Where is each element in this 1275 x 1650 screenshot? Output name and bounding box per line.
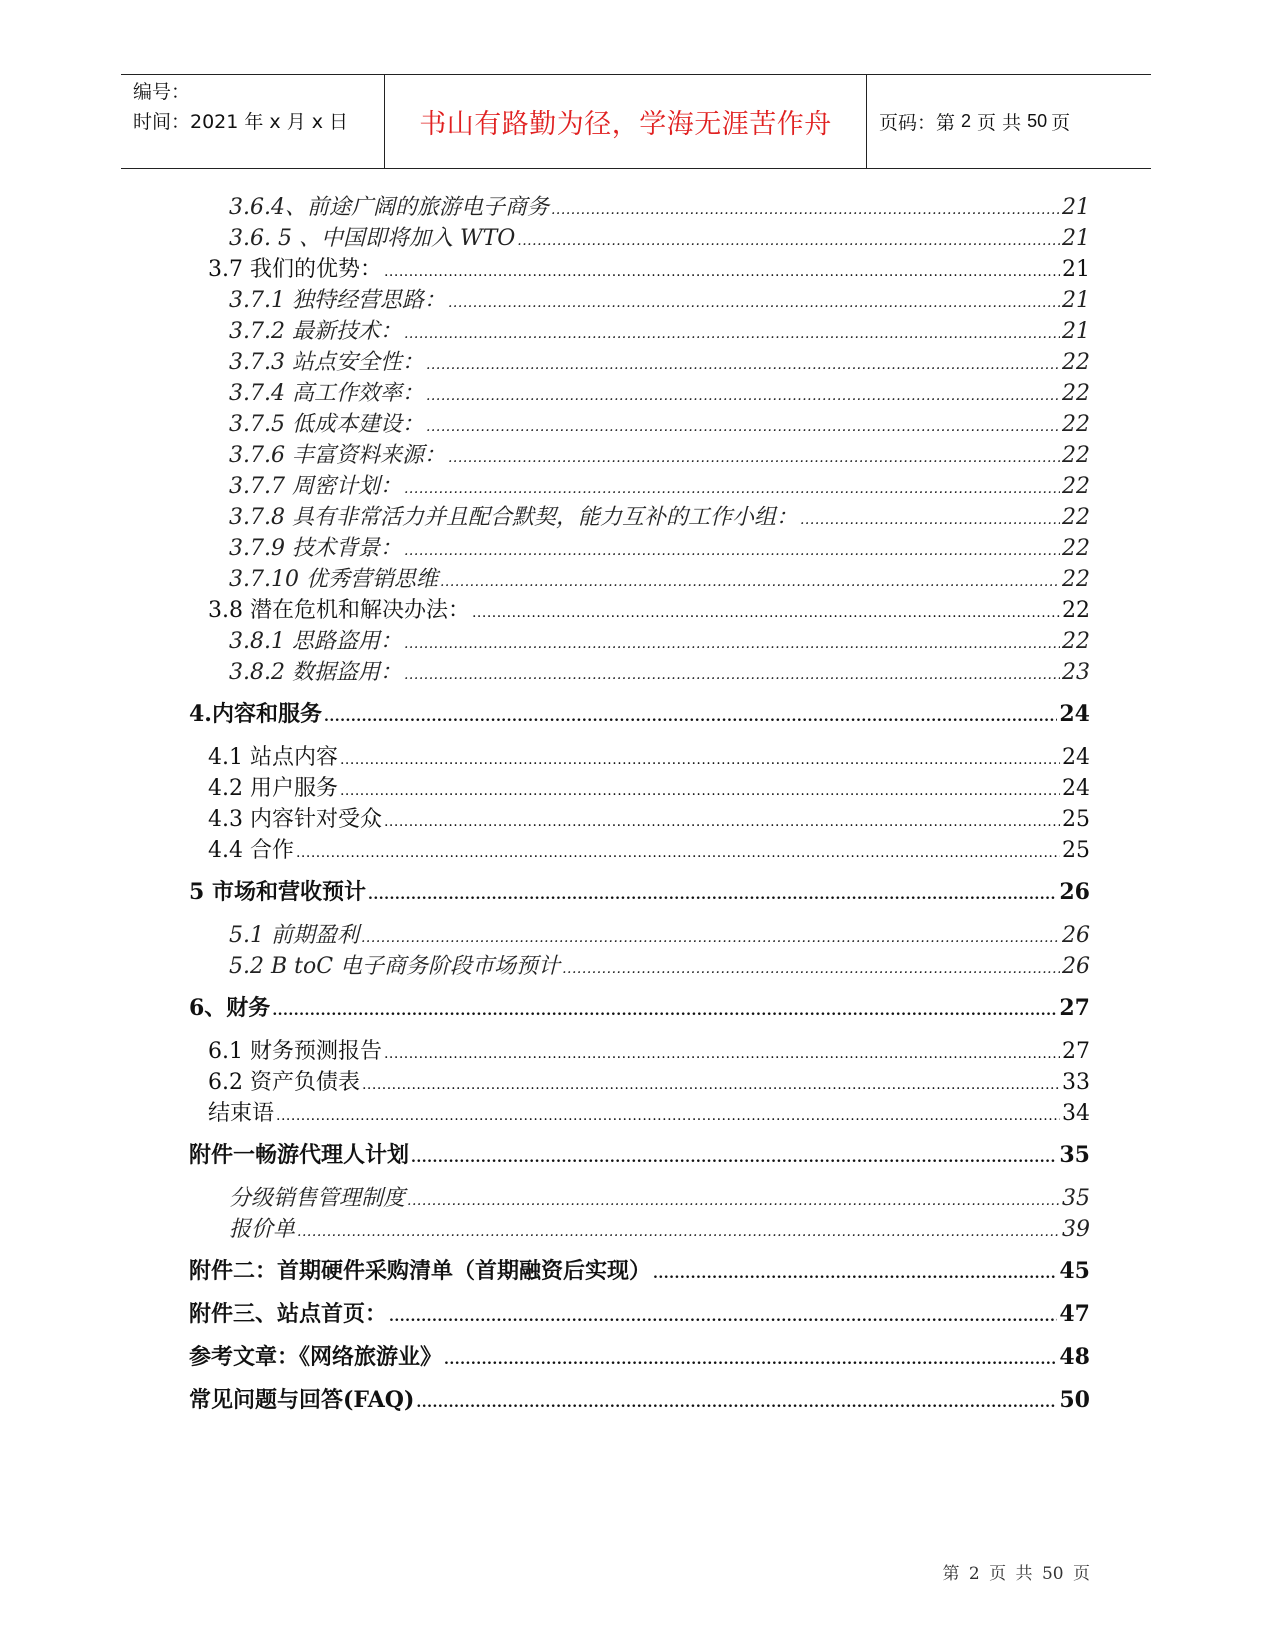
toc-entry[interactable] (229, 221, 1090, 252)
toc-entry-title: 3.7.6 丰富资料来源： (229, 443, 446, 468)
toc-dot-leader (362, 1077, 1060, 1093)
toc-dot-leader (384, 1046, 1060, 1062)
toc-entry-title: 常见问题与回答(FAQ) (189, 1387, 415, 1413)
toc-dot-leader (800, 512, 1060, 528)
toc-entry-page: 50 (1059, 1387, 1090, 1413)
toc-entry[interactable] (229, 624, 1090, 655)
toc-entry-title: 5.1 前期盈利 (229, 923, 359, 948)
toc-dot-leader (426, 388, 1060, 404)
toc-dot-leader (404, 636, 1060, 652)
toc-entry[interactable] (208, 593, 1090, 624)
toc-entry[interactable] (229, 376, 1090, 407)
toc-entry[interactable] (208, 1034, 1090, 1065)
toc-entry[interactable] (229, 469, 1090, 500)
toc-entry[interactable] (229, 655, 1090, 686)
toc-entry-title: 3.7.3 站点安全性： (229, 350, 424, 375)
toc-entry-page: 23 (1062, 660, 1090, 685)
header-meta-cell (121, 75, 385, 168)
toc-entry[interactable] (229, 190, 1090, 221)
toc-dot-leader (296, 845, 1060, 861)
toc-entry-page: 21 (1062, 257, 1090, 282)
toc-entry-page: 34 (1062, 1101, 1090, 1126)
toc-entry-title: 报价单 (229, 1217, 296, 1242)
toc-entry-page: 21 (1062, 288, 1090, 313)
toc-entry[interactable] (208, 1065, 1090, 1096)
toc-entry-title: 5.2 B toC 电子商务阶段市场预计 (229, 954, 561, 979)
toc-entry-page: 27 (1059, 995, 1090, 1021)
toc-entry[interactable] (229, 918, 1090, 949)
toc-dot-leader (272, 1003, 1057, 1019)
toc-entry[interactable] (208, 771, 1090, 802)
toc-entry-title: 4.内容和服务 (189, 701, 322, 727)
toc-entry-page: 22 (1062, 412, 1090, 437)
toc-entry[interactable] (229, 345, 1090, 376)
toc-entry-page: 22 (1062, 474, 1090, 499)
toc-entry-page: 24 (1059, 701, 1090, 727)
toc-dot-leader (472, 605, 1060, 621)
toc-entry-title: 4.4 合作 (208, 838, 294, 863)
toc-entry[interactable] (189, 991, 1090, 1022)
toc-dot-leader (444, 1352, 1057, 1368)
toc-entry-title: 3.7.5 低成本建设： (229, 412, 424, 437)
toc-entry-title: 3.7.4 高工作效率： (229, 381, 424, 406)
toc-entry-page: 22 (1062, 381, 1090, 406)
toc-entry-page: 25 (1062, 807, 1090, 832)
toc-entry-title: 3.8.1 思路盗用： (229, 629, 402, 654)
toc-entry-title: 3.7.10 优秀营销思维 (229, 567, 438, 592)
toc-entry-page: 22 (1062, 629, 1090, 654)
document-header (121, 74, 1151, 169)
toc-dot-leader (426, 419, 1060, 435)
toc-entry[interactable] (229, 438, 1090, 469)
toc-dot-leader (404, 481, 1060, 497)
toc-entry[interactable] (208, 1096, 1090, 1127)
toc-entry-page: 22 (1062, 443, 1090, 468)
toc-entry-title: 3.7.7 周密计划： (229, 474, 402, 499)
toc-entry-page: 21 (1062, 319, 1090, 344)
toc-entry-page: 48 (1059, 1344, 1090, 1370)
toc-entry[interactable] (229, 407, 1090, 438)
page-total: 50 (1027, 111, 1048, 131)
toc-dot-leader (562, 961, 1060, 977)
toc-dot-leader (448, 450, 1060, 466)
toc-entry-page: 22 (1062, 567, 1090, 592)
toc-entry-title: 4.2 用户服务 (208, 776, 338, 801)
toc-entry-title: 3.7.9 技术背景： (229, 536, 402, 561)
toc-entry[interactable] (189, 875, 1090, 906)
toc-entry-page: 33 (1062, 1070, 1090, 1095)
toc-entry-title: 6.1 财务预测报告 (208, 1039, 382, 1064)
toc-dot-leader (340, 752, 1060, 768)
toc-entry[interactable] (229, 1181, 1090, 1212)
toc-dot-leader (276, 1108, 1060, 1124)
toc-entry-title: 3.7 我们的优势： (208, 257, 382, 282)
toc-entry-title: 3.7.1 独特经营思路： (229, 288, 446, 313)
toc-entry-page: 22 (1062, 350, 1090, 375)
toc-entry-title: 3.8.2 数据盗用： (229, 660, 402, 685)
toc-dot-leader (324, 709, 1057, 725)
toc-entry-title: 6、财务 (189, 995, 271, 1021)
toc-entry-title: 附件二：首期硬件采购清单（首期融资后实现） (189, 1258, 652, 1284)
toc-entry[interactable] (229, 314, 1090, 345)
toc-entry-page: 27 (1062, 1039, 1090, 1064)
toc-entry[interactable] (189, 1383, 1090, 1414)
toc-entry-page: 24 (1062, 776, 1090, 801)
header-motto-cell (385, 75, 867, 168)
toc-dot-leader (411, 1150, 1057, 1166)
toc-entry[interactable] (189, 1138, 1090, 1169)
page-footer: 第 2 页 共 50 页 (942, 1564, 1090, 1584)
toc-entry-title: 3.6. 5 、中国即将加入 WTO (229, 226, 516, 251)
toc-entry[interactable] (229, 531, 1090, 562)
toc-entry[interactable] (208, 833, 1090, 864)
toc-entry-page: 45 (1059, 1258, 1090, 1284)
time-label: 时间：2021 年 x 月 x 日 (133, 111, 349, 133)
toc-dot-leader (389, 1309, 1057, 1325)
toc-entry-page: 35 (1062, 1186, 1090, 1211)
toc-entry-page: 26 (1059, 879, 1090, 905)
toc-dot-leader (653, 1266, 1057, 1282)
toc-dot-leader (551, 202, 1060, 218)
toc-entry[interactable] (189, 697, 1090, 728)
toc-entry[interactable] (189, 1340, 1090, 1371)
toc-entry-page: 47 (1059, 1301, 1090, 1327)
page-prefix: 页码：第 (879, 112, 956, 134)
toc-entry-page: 21 (1062, 195, 1090, 220)
toc-entry-title: 3.7.2 最新技术： (229, 319, 402, 344)
toc-entry-title: 3.6.4、前途广阔的旅游电子商务 (229, 195, 549, 220)
toc-entry[interactable] (229, 562, 1090, 593)
toc-entry-title: 附件一畅游代理人计划 (189, 1142, 410, 1168)
toc-dot-leader (440, 574, 1060, 590)
toc-entry-page: 35 (1059, 1142, 1090, 1168)
toc-entry-page: 24 (1062, 745, 1090, 770)
toc-dot-leader (384, 814, 1060, 830)
toc-entry[interactable] (229, 283, 1090, 314)
page-number: 2 (961, 111, 972, 131)
toc-entry-page: 22 (1062, 536, 1090, 561)
header-page-cell (867, 75, 1151, 168)
toc-entry-page: 25 (1062, 838, 1090, 863)
toc-entry-page: 22 (1062, 598, 1090, 623)
page-suffix: 页 (1051, 112, 1071, 134)
toc-dot-leader (416, 1395, 1057, 1411)
toc-entry-title: 参考文章：《网络旅游业》 (189, 1344, 443, 1370)
toc-entry-page: 22 (1062, 505, 1090, 530)
toc-entry-title: 5 市场和营收预计 (189, 879, 366, 905)
toc-entry[interactable] (208, 802, 1090, 833)
toc-dot-leader (368, 887, 1057, 903)
toc-entry[interactable] (229, 1212, 1090, 1243)
toc-entry[interactable] (208, 252, 1090, 283)
toc-entry-title: 附件三、站点首页： (189, 1301, 388, 1327)
toc-dot-leader (340, 783, 1060, 799)
toc-entry-page: 21 (1062, 226, 1090, 251)
toc-entry-title: 4.1 站点内容 (208, 745, 338, 770)
toc-entry-title: 4.3 内容针对受众 (208, 807, 382, 832)
toc-dot-leader (517, 233, 1060, 249)
toc-dot-leader (448, 295, 1060, 311)
toc-entry-title: 结束语 (208, 1101, 275, 1126)
toc-dot-leader (426, 357, 1060, 373)
toc-entry[interactable] (229, 949, 1090, 980)
toc-dot-leader (404, 543, 1060, 559)
toc-entry[interactable] (189, 1297, 1090, 1328)
toc-entry[interactable] (208, 740, 1090, 771)
toc-dot-leader (404, 326, 1060, 342)
page-mid: 页 共 (977, 112, 1022, 134)
toc-entry-title: 3.7.8 具有非常活力并且配合默契，能力互补的工作小组： (229, 505, 798, 530)
toc-dot-leader (361, 930, 1060, 946)
number-label: 编号： (133, 81, 191, 103)
toc-entry-page: 26 (1062, 923, 1090, 948)
toc-dot-leader (384, 264, 1060, 280)
toc-entry-page: 26 (1062, 954, 1090, 979)
toc-entry[interactable] (189, 1254, 1090, 1285)
toc-entry[interactable] (229, 500, 1090, 531)
toc-dot-leader (407, 1193, 1060, 1209)
motto-text: 书山有路勤为径，学海无涯苦作舟 (419, 109, 832, 140)
toc-entry-title: 分级销售管理制度 (229, 1186, 406, 1211)
toc-entry-title: 6.2 资产负债表 (208, 1070, 360, 1095)
toc-entry-title: 3.8 潜在危机和解决办法： (208, 598, 470, 623)
toc-dot-leader (404, 667, 1060, 683)
toc-dot-leader (297, 1224, 1060, 1240)
toc-entry-page: 39 (1062, 1217, 1090, 1242)
